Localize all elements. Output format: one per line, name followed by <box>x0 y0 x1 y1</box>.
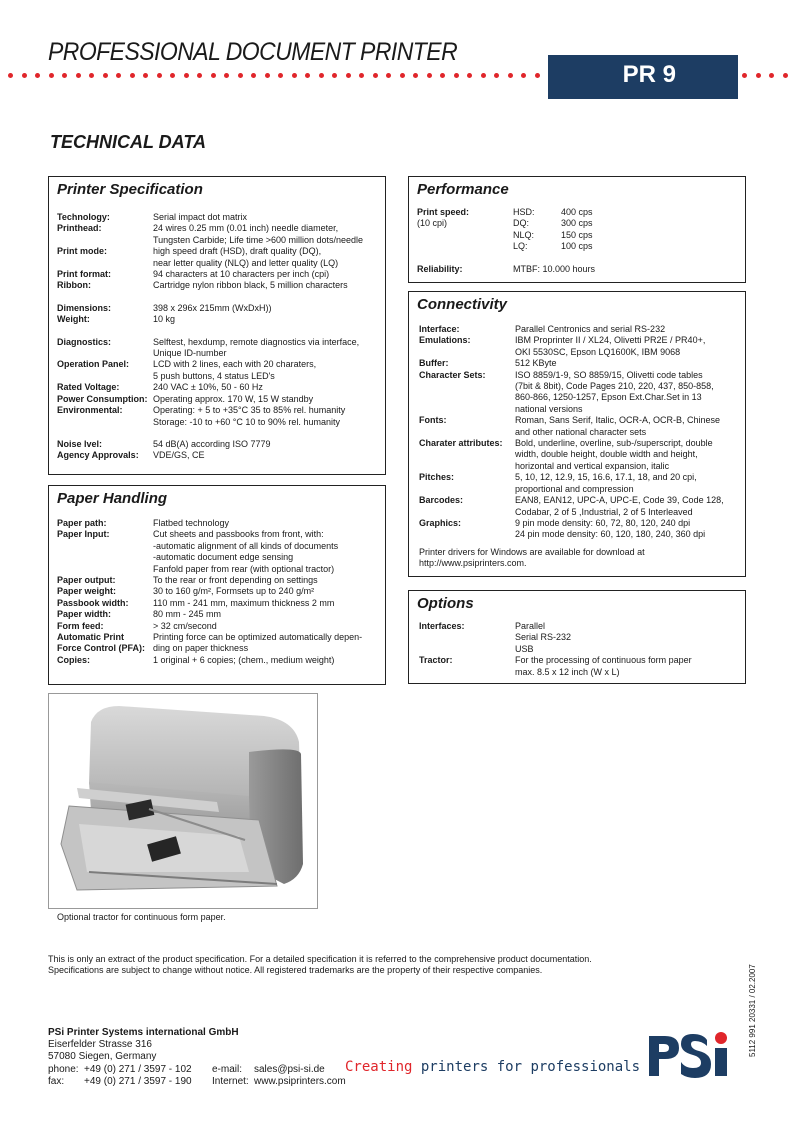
driver-note <box>419 547 743 570</box>
spec-key: Pitches: <box>419 472 455 483</box>
spec-value: high speed draft (HSD), draft quality (DQ), <box>153 246 322 257</box>
spec-row <box>57 405 383 416</box>
spec-value: Roman, Sans Serif, Italic, OCR-A, OCR-B, Chinese <box>515 415 721 426</box>
spec-key: Technology: <box>57 212 110 222</box>
section-heading: TECHNICAL DATA <box>50 132 206 152</box>
company-street: Eiserfelder Strasse 316 <box>48 1039 152 1051</box>
spec-key <box>419 427 515 438</box>
slogan-accent: Creating <box>345 1059 413 1075</box>
spec-key <box>57 564 153 575</box>
spec-row <box>419 667 743 678</box>
spec-value: (7bit & 8bit), Code Pages 210, 220, 437, 850-858, <box>515 381 714 392</box>
spec-value: Serial RS-232 <box>515 632 572 643</box>
spec-value: Codabar, 2 of 5 ,Industrial, 2 of 5 Interleaved <box>515 506 693 517</box>
slogan-rest: printers for professionals <box>420 1059 641 1075</box>
rule-dot <box>8 73 13 78</box>
rule-dot <box>508 73 513 78</box>
spec-row <box>419 438 743 449</box>
spec-key <box>419 404 515 415</box>
spec-row <box>57 371 383 382</box>
spec-key: Fonts: <box>419 415 447 426</box>
spec-value: 24 pin mode density: 60, 120, 180, 240, 360 dpi <box>515 529 706 540</box>
spec-row <box>57 621 383 632</box>
spec-row <box>419 324 743 335</box>
rule-dot <box>756 73 761 78</box>
reliability-value: MTBF: 10.000 hours <box>513 263 596 274</box>
spec-key <box>57 348 153 359</box>
spec-value: 30 to 160 g/m², Formsets up to 240 g/m² <box>153 586 315 597</box>
speed-value: 300 cps <box>561 218 593 229</box>
performance-list <box>417 207 737 275</box>
spec-key: Automatic Print <box>57 632 125 643</box>
speed-row <box>513 241 593 252</box>
driver-note-url: http://www.psiprinters.com. <box>419 558 527 569</box>
spec-value: 5 push buttons, 4 status LED's <box>153 370 275 381</box>
rule-dot <box>742 73 747 78</box>
rule-dot <box>440 73 445 78</box>
spec-value: Selftest, hexdump, remote diagnostics via interface, <box>153 336 360 347</box>
spec-row <box>57 609 383 620</box>
spec-row <box>57 359 383 370</box>
spec-value: max. 8.5 x 12 inch (W x L) <box>515 666 620 677</box>
spec-value: Bold, underline, overline, sub-/superscript, double <box>515 438 713 449</box>
speed-row <box>513 230 593 241</box>
rule-dot <box>359 73 364 78</box>
rule-dot <box>143 73 148 78</box>
speed-mode: NLQ: <box>513 229 535 240</box>
spec-key: Noise lvel: <box>57 438 103 449</box>
spec-row <box>419 472 743 483</box>
paper-handling-list <box>57 518 383 666</box>
rule-dot <box>35 73 40 78</box>
spec-row <box>57 552 383 563</box>
rule-dot <box>76 73 81 78</box>
spec-row <box>419 529 743 540</box>
rule-dot <box>238 73 243 78</box>
spec-key <box>57 552 153 563</box>
spec-key: Interfaces: <box>419 621 465 631</box>
model-name: PR 9 <box>622 61 676 88</box>
spec-value: width, double height, double width and height, <box>515 449 698 460</box>
print-speed-label: Print speed: <box>417 207 470 217</box>
spec-row <box>419 335 743 346</box>
spec-key: Tractor: <box>419 655 453 666</box>
spec-key: Agency Approvals: <box>57 450 139 461</box>
spec-value: ding on paper thickness <box>153 643 249 654</box>
spec-value: Fanfold paper from rear (with optional tractor) <box>153 563 335 574</box>
spec-key: Character Sets: <box>419 369 486 380</box>
spec-value: IBM Proprinter II / XL24, Olivetti PR2E / PR40+, <box>515 335 706 346</box>
spec-key <box>419 449 515 460</box>
row-spacer <box>57 428 383 439</box>
rule-dot <box>49 73 54 78</box>
rule-dot <box>373 73 378 78</box>
slogan <box>345 1059 640 1075</box>
spec-row <box>419 347 743 358</box>
spec-key <box>419 529 515 540</box>
rule-dot <box>251 73 256 78</box>
printer-spec-list <box>57 212 383 462</box>
rule-dot <box>454 73 459 78</box>
spec-value: Printing force can be optimized automatically depen- <box>153 632 363 643</box>
spec-key <box>419 484 515 495</box>
spec-value: Unique ID-number <box>153 348 227 359</box>
spec-value: -automatic alignment of all kinds of documents <box>153 540 339 551</box>
spec-value: 54 dB(A) according ISO 7779 <box>153 438 271 449</box>
spec-row <box>419 507 743 518</box>
spec-row <box>57 643 383 654</box>
spec-value: and other national character sets <box>515 426 647 437</box>
spec-key: Print format: <box>57 269 111 280</box>
spec-row <box>419 392 743 403</box>
spec-row <box>57 258 383 269</box>
rule-dot <box>211 73 216 78</box>
spec-key: Form feed: <box>57 620 104 631</box>
rule-dot <box>305 73 310 78</box>
rule-dot <box>481 73 486 78</box>
speed-table <box>513 207 593 253</box>
options-box <box>408 590 746 684</box>
spec-row <box>57 382 383 393</box>
spec-key: Copies: <box>57 654 91 665</box>
rule-dot <box>197 73 202 78</box>
row-spacer <box>57 292 383 303</box>
speed-row <box>513 207 593 218</box>
website-link[interactable]: www.psiprinters.com <box>254 1075 346 1087</box>
model-banner <box>548 55 738 99</box>
spec-key <box>57 371 153 382</box>
phone-number: +49 (0) 271 / 3597 - 102 <box>84 1063 192 1075</box>
speed-mode: HSD: <box>513 207 535 217</box>
disclaimer-line: Specifications are subject to change without notice. All registered trademarks are the property of their respective companies. <box>48 965 543 975</box>
spec-row <box>57 223 383 234</box>
rule-dot <box>400 73 405 78</box>
rule-dot <box>62 73 67 78</box>
paper-handling-box <box>48 485 386 685</box>
spec-value: Serial impact dot matrix <box>153 212 248 222</box>
spec-row <box>57 235 383 246</box>
contact-line-fax <box>48 1076 346 1088</box>
spec-key: Power Consumption: <box>57 393 148 404</box>
rule-dot <box>22 73 27 78</box>
spec-key: Barcodes: <box>419 495 464 506</box>
rule-dot <box>224 73 229 78</box>
options-list <box>419 621 743 678</box>
company-name: PSi Printer Systems international GmbH <box>48 1027 239 1038</box>
spec-row <box>57 439 383 450</box>
rule-dot <box>130 73 135 78</box>
dotted-rule-left <box>8 73 548 79</box>
rule-dot <box>278 73 283 78</box>
document-number: 5112 991 20331 / 02.2007 <box>748 964 757 1057</box>
spec-row <box>419 644 743 655</box>
rule-dot <box>184 73 189 78</box>
spec-key <box>419 392 515 403</box>
options-title: Options <box>417 595 474 612</box>
spec-key <box>419 381 515 392</box>
spec-key: Ribbon: <box>57 280 91 291</box>
spec-value: 110 mm - 241 mm, maximum thickness 2 mm <box>153 597 335 608</box>
spec-value: Parallel Centronics and serial RS-232 <box>515 324 666 334</box>
performance-box <box>408 176 746 283</box>
rule-dot <box>783 73 788 78</box>
spec-value: To the rear or front depending on settings <box>153 575 318 586</box>
spec-value: Parallel <box>515 621 546 631</box>
rule-dot <box>89 73 94 78</box>
spec-row <box>57 450 383 461</box>
spec-value: 9 pin mode density: 60, 72, 80, 120, 240 dpi <box>515 517 691 528</box>
paper-handling-title: Paper Handling <box>57 490 168 507</box>
spec-row <box>419 484 743 495</box>
spec-row <box>419 621 743 632</box>
spec-key: Paper path: <box>57 518 107 528</box>
spec-value: 1 original + 6 copies; (chem., medium weight) <box>153 654 335 665</box>
connectivity-box <box>408 291 746 577</box>
spec-value: near letter quality (NLQ) and letter quality (LQ) <box>153 257 339 268</box>
psi-logo <box>645 1026 735 1078</box>
rule-dot <box>346 73 351 78</box>
spec-value: 860-866, 1250-1257, Epson Ext.Char.Set in 13 <box>515 392 702 403</box>
spec-key <box>419 347 515 358</box>
disclaimer <box>48 954 592 976</box>
spec-row <box>57 314 383 325</box>
spec-key: Paper width: <box>57 609 112 620</box>
phone-label: phone: <box>48 1063 79 1075</box>
spec-value: USB <box>515 643 534 654</box>
rule-dot <box>494 73 499 78</box>
spec-key: Printhead: <box>57 223 102 234</box>
spec-key: Buffer: <box>419 358 449 369</box>
rule-dot <box>292 73 297 78</box>
email-label: e-mail: <box>212 1063 243 1075</box>
spec-row <box>57 303 383 314</box>
spec-row <box>419 370 743 381</box>
spec-row <box>419 518 743 529</box>
row-spacer <box>57 326 383 337</box>
rule-dot <box>769 73 774 78</box>
spec-key: Paper weight: <box>57 586 117 597</box>
email-link[interactable]: sales@psi-si.de <box>254 1063 325 1075</box>
spec-value: 240 VAC ± 10%, 50 - 60 Hz <box>153 382 263 393</box>
spec-value: EAN8, EAN12, UPC-A, UPC-E, Code 39, Code 128, <box>515 495 724 506</box>
rule-dot <box>467 73 472 78</box>
spec-row <box>57 212 383 223</box>
spec-row <box>419 381 743 392</box>
spec-key: Diagnostics: <box>57 336 112 347</box>
spec-value: 80 mm - 245 mm <box>153 609 222 620</box>
spec-key: Passbook width: <box>57 597 129 608</box>
spec-row <box>57 394 383 405</box>
spec-value: 5, 10, 12, 12.9, 15, 16.6, 17.1, 18, and 20 cpi, <box>515 472 697 483</box>
company-address <box>48 1027 346 1088</box>
speed-mode: LQ: <box>513 241 528 252</box>
spec-row <box>57 337 383 348</box>
spec-value: Tungsten Carbide; Life time >600 million dots/needle <box>153 234 364 245</box>
spec-key: Paper Input: <box>57 529 110 540</box>
spec-row <box>57 632 383 643</box>
spec-value: horizontal and vertical expansion, italic <box>515 460 670 471</box>
spec-row <box>57 564 383 575</box>
fax-number: +49 (0) 271 / 3597 - 190 <box>84 1075 192 1087</box>
rule-dot <box>535 73 540 78</box>
spec-row <box>419 461 743 472</box>
spec-value: 398 x 296x 215mm (WxDxH)) <box>153 302 272 313</box>
rule-dot <box>157 73 162 78</box>
spec-value: Cut sheets and passbooks from front, with: <box>153 529 324 540</box>
spec-row <box>57 246 383 257</box>
spec-row <box>57 269 383 280</box>
spec-value: 94 characters at 10 characters per inch (cpi) <box>153 269 330 280</box>
spec-value: Cartridge nylon ribbon black, 5 million characters <box>153 280 348 291</box>
spec-row <box>57 348 383 359</box>
spec-row <box>419 449 743 460</box>
spec-value: 512 KByte <box>515 358 557 369</box>
spec-value: national versions <box>515 403 583 414</box>
speed-mode: DQ: <box>513 218 530 229</box>
contact-line-phone <box>48 1064 346 1076</box>
printer-illustration <box>49 694 318 909</box>
spec-key <box>57 258 153 269</box>
spec-row <box>419 404 743 415</box>
spec-row <box>57 280 383 291</box>
performance-title: Performance <box>417 181 509 198</box>
printer-spec-box <box>48 176 386 475</box>
spec-key: Force Control (PFA): <box>57 643 145 654</box>
spec-value: VDE/GS, CE <box>153 450 205 461</box>
spec-value: ISO 8859/1-9, SO 8859/15, Olivetti code tables <box>515 369 703 380</box>
rule-dot <box>265 73 270 78</box>
spec-value: -automatic document edge sensing <box>153 552 294 563</box>
spec-key: Print mode: <box>57 246 108 257</box>
rule-dot <box>170 73 175 78</box>
internet-label: Internet: <box>212 1075 249 1087</box>
fax-label: fax: <box>48 1075 65 1087</box>
spec-row <box>57 417 383 428</box>
spec-value: OKI 5530SC, Epson LQ1600K, IBM 9068 <box>515 346 681 357</box>
spec-key: Graphics: <box>419 517 462 528</box>
spec-row <box>57 541 383 552</box>
spec-row <box>57 518 383 529</box>
spec-value: proportional and compression <box>515 483 634 494</box>
spec-value: Storage: -10 to +60 °C 10 to 90% rel. humanity <box>153 416 340 427</box>
spec-key <box>419 667 515 678</box>
spec-key <box>57 541 153 552</box>
photo-caption: Optional tractor for continuous form paper. <box>57 912 226 922</box>
rule-dot <box>103 73 108 78</box>
speed-value: 100 cps <box>561 241 593 252</box>
spec-key <box>57 417 153 428</box>
company-city: 57080 Siegen, Germany <box>48 1051 157 1063</box>
rule-dot <box>116 73 121 78</box>
spec-key: Dimensions: <box>57 302 112 313</box>
spec-value: 24 wires 0.25 mm (0.01 inch) needle diameter, <box>153 223 339 234</box>
rule-dot <box>386 73 391 78</box>
spec-value: > 32 cm/second <box>153 620 217 631</box>
spec-row <box>419 655 743 666</box>
spec-row <box>57 655 383 666</box>
spec-row <box>57 586 383 597</box>
print-speed-sub: (10 cpi) <box>417 218 448 229</box>
dotted-rule-right <box>742 73 788 79</box>
speed-value: 400 cps <box>561 207 593 217</box>
spec-key: Emulations: <box>419 335 471 346</box>
spec-row <box>419 495 743 506</box>
spec-key: Paper output: <box>57 575 116 586</box>
spec-key: Interface: <box>419 324 460 334</box>
rule-dot <box>413 73 418 78</box>
spec-key: Weight: <box>57 314 90 325</box>
spec-row <box>419 427 743 438</box>
spec-row <box>419 415 743 426</box>
printer-spec-title: Printer Specification <box>57 181 203 198</box>
spec-value: Operating approx. 170 W, 15 W standby <box>153 393 314 404</box>
speed-value: 150 cps <box>561 229 593 240</box>
spec-key: Rated Voltage: <box>57 382 120 393</box>
spec-key <box>57 235 153 246</box>
spec-row <box>57 598 383 609</box>
disclaimer-line: This is only an extract of the product specification. For a detailed specification it is referred to the comprehensive product documentation. <box>48 954 592 964</box>
spec-key <box>419 644 515 655</box>
spec-key <box>419 461 515 472</box>
spec-key: Operation Panel: <box>57 359 130 370</box>
reliability-label: Reliability: <box>417 263 463 274</box>
spec-key <box>419 507 515 518</box>
spec-key <box>419 632 515 643</box>
document-title: PROFESSIONAL DOCUMENT PRINTER <box>48 38 458 66</box>
driver-note-line: Printer drivers for Windows are available for download at <box>419 547 645 557</box>
rule-dot <box>332 73 337 78</box>
spec-key: Environmental: <box>57 405 123 416</box>
spec-row <box>419 358 743 369</box>
spec-value: Flatbed technology <box>153 518 230 528</box>
spec-row <box>57 529 383 540</box>
spec-value: Operating: + 5 to +35°C 35 to 85% rel. humanity <box>153 405 346 416</box>
spec-row <box>419 632 743 643</box>
spec-value: 10 kg <box>153 314 176 325</box>
rule-dot <box>319 73 324 78</box>
spec-row <box>57 575 383 586</box>
spec-value: For the processing of continuous form paper <box>515 655 692 666</box>
rule-dot <box>427 73 432 78</box>
spec-value: LCD with 2 lines, each with 20 charaters, <box>153 359 317 370</box>
connectivity-title: Connectivity <box>417 296 508 313</box>
connectivity-list <box>419 324 743 541</box>
spec-key: Charater attributes: <box>419 438 503 449</box>
printer-photo <box>48 693 318 909</box>
speed-row <box>513 218 593 229</box>
rule-dot <box>521 73 526 78</box>
